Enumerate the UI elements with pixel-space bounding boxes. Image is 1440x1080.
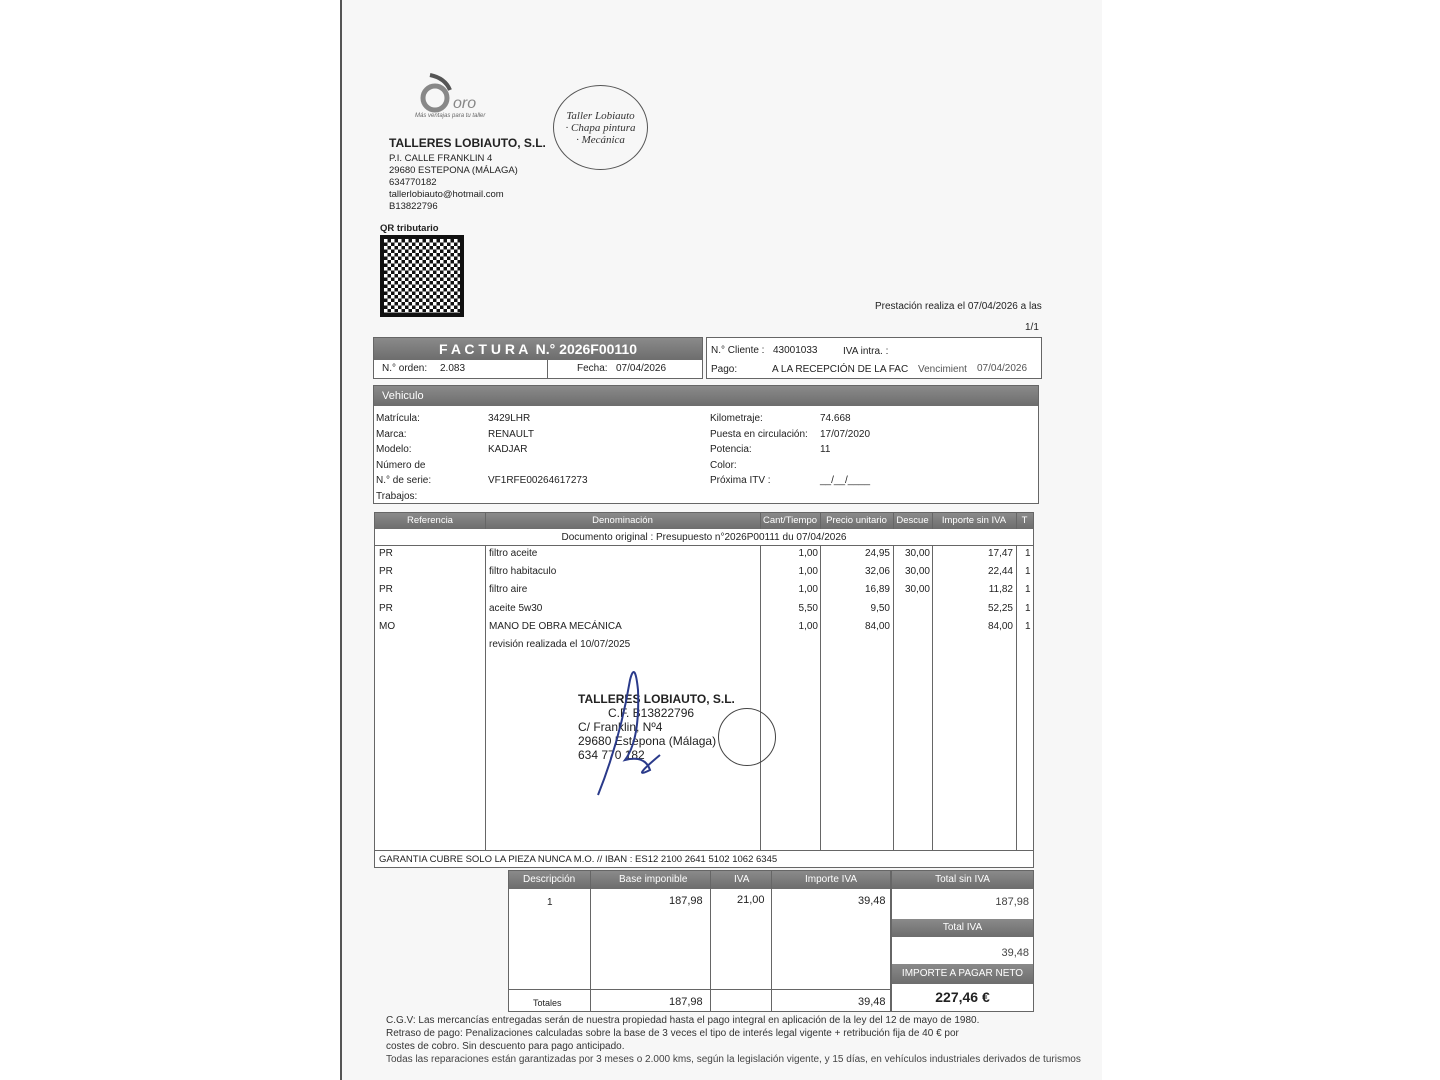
small-stamp-icon xyxy=(718,708,776,766)
fecha-label: Fecha: xyxy=(577,363,608,374)
vat-row-desc: 1 xyxy=(547,897,553,908)
vehicle-label: Modelo: xyxy=(376,444,412,455)
client-box xyxy=(706,337,1042,379)
cell: MANO DE OBRA MECÁNICA xyxy=(489,620,622,632)
vehicle-value: 11 xyxy=(820,444,831,455)
column-header: Descue xyxy=(896,515,929,526)
cell: PR xyxy=(379,602,393,614)
column-header: Importe sin IVA xyxy=(941,515,1007,526)
vehicle-label: Kilometraje: xyxy=(710,413,763,424)
prestacion-text: Prestación realiza el 07/04/2026 a las xyxy=(875,301,1042,312)
table-row xyxy=(375,566,1033,584)
vehicle-label: Potencia: xyxy=(710,444,752,455)
page-number: 1/1 xyxy=(1025,322,1039,333)
vencimiento-label: Vencimient xyxy=(918,364,967,375)
cell: 52,25 xyxy=(987,602,1013,614)
table-row xyxy=(375,639,1033,657)
cell: 1,00 xyxy=(798,548,818,559)
orden-label: N.° orden: xyxy=(382,363,428,374)
qr-label: QR tributario xyxy=(380,223,439,234)
totales-iva: 39,48 xyxy=(858,996,886,1008)
cell: 5,50 xyxy=(798,602,818,614)
cgv-line: costes de cobro. Sin descuento para pago anticipado. xyxy=(386,1041,625,1052)
cliente-label: N.° Cliente : xyxy=(711,345,765,356)
cell: 1,00 xyxy=(798,584,818,596)
totals-summary xyxy=(891,870,1034,1012)
vehicle-label: N.° de serie: xyxy=(376,475,432,486)
vehicle-value: 17/07/2020 xyxy=(820,428,871,440)
invoice-title: F A C T U R A N.° 2026F00110 xyxy=(374,338,702,360)
column-header: Precio unitario xyxy=(826,515,887,526)
totales-label: Totales xyxy=(533,998,562,1008)
cell: 1,00 xyxy=(798,620,818,632)
vehicle-value: RENAULT xyxy=(488,428,534,440)
total-iva: 39,48 xyxy=(1001,947,1029,959)
table-row xyxy=(375,548,1033,566)
cell: 1 xyxy=(1025,620,1031,632)
totales-base: 187,98 xyxy=(669,996,703,1008)
qr-code xyxy=(380,235,464,317)
cell: 9,50 xyxy=(870,602,890,614)
col-descripcion: Descripción xyxy=(523,874,576,885)
vehicle-value: 3429LHR xyxy=(488,413,531,424)
cell: 16,89 xyxy=(864,584,890,596)
cell: 30,00 xyxy=(904,566,930,578)
invoice-header xyxy=(373,337,703,379)
total-iva-label: Total IVA xyxy=(892,919,1033,937)
cgv-terms xyxy=(386,1014,1081,1066)
table-row xyxy=(375,603,1033,621)
vat-row-amount: 39,48 xyxy=(858,895,886,907)
vencimiento-value: 07/04/2026 xyxy=(977,363,1028,374)
vehicle-value: __/__/____ xyxy=(820,475,871,486)
cell: 22,44 xyxy=(987,566,1013,578)
cell: PR xyxy=(379,566,393,578)
vehicle-label: Color: xyxy=(710,459,737,471)
column-header: Denominación xyxy=(592,515,653,526)
total-sin-iva: 187,98 xyxy=(995,896,1029,908)
cell: 1 xyxy=(1025,584,1031,596)
vehicle-section xyxy=(373,385,1039,504)
cell: revisión realizada el 10/07/2025 xyxy=(489,639,631,650)
neto-label: IMPORTE A PAGAR NETO xyxy=(892,964,1033,984)
vehicle-label: Puesta en circulación: xyxy=(710,428,808,440)
cell: 1,00 xyxy=(798,566,818,578)
col-iva: IVA xyxy=(734,874,750,885)
vehicle-label: Marca: xyxy=(376,428,407,440)
cell: 30,00 xyxy=(904,584,930,596)
signature-stamp: TALLERES LOBIAUTO, S.L. C.F. B13822796 C/ Franklin, Nº4 29680 Estepona (Málaga) 634 770 182 xyxy=(578,692,735,762)
column-header: Referencia xyxy=(407,515,453,526)
cell: 17,47 xyxy=(987,548,1013,559)
cliente-value: 43001033 xyxy=(773,345,818,356)
vehicle-title: Vehiculo xyxy=(374,386,1038,406)
cell: 1 xyxy=(1025,548,1031,559)
orden-value: 2.083 xyxy=(440,363,466,374)
vehicle-label: Próxima ITV : xyxy=(710,475,771,486)
cell: 30,00 xyxy=(904,548,930,559)
vehicle-value: 74.668 xyxy=(820,413,851,424)
handwritten-signature xyxy=(590,660,670,800)
column-header: T xyxy=(1021,515,1028,526)
table-row xyxy=(375,584,1033,602)
vehicle-value: VF1RFE00264617273 xyxy=(488,475,588,486)
pago-value: A LA RECEPCIÓN DE LA FAC xyxy=(772,364,909,375)
svg-text:oro: oro xyxy=(453,95,477,112)
cgv-line: Retraso de pago: Penalizaciones calculadas sobre la base de 3 veces el tipo de interés legal vigente + retribución fija de 40 € por xyxy=(386,1028,959,1039)
vat-row-rate: 21,00 xyxy=(737,894,765,906)
cell: 24,95 xyxy=(864,548,890,559)
fecha-value: 07/04/2026 xyxy=(616,363,667,374)
items-table xyxy=(374,512,1034,868)
vehicle-value: KADJAR xyxy=(488,444,528,455)
cell: filtro habitaculo xyxy=(489,566,557,578)
cell: 11,82 xyxy=(988,584,1013,596)
vehicle-label: Matrícula: xyxy=(376,413,420,424)
cell: MO xyxy=(379,620,396,632)
neto-amount: 227,46 € xyxy=(935,989,990,1005)
cell: filtro aire xyxy=(489,584,528,596)
vat-row-base: 187,98 xyxy=(669,895,703,907)
table-row xyxy=(375,621,1033,639)
cell: 84,00 xyxy=(987,620,1013,632)
column-header: Cant/Tiempo xyxy=(762,515,818,526)
vehicle-label: Trabajos: xyxy=(376,490,418,502)
company-details: P.I. CALLE FRANKLIN 4 29680 ESTEPONA (MÁLAGA) 634770182 tallerlobiauto@hotmail.com B13822796 xyxy=(389,153,518,212)
vat-breakdown xyxy=(508,870,891,1012)
cell: PR xyxy=(379,584,393,596)
vehicle-label: Número de xyxy=(376,459,426,471)
logo-tagline: Más ventajas para tu taller xyxy=(415,113,486,119)
garantia-iban: GARANTIA CUBRE SOLO LA PIEZA NUNCA M.O. // IBAN : ES12 2100 2641 5102 1062 6345 xyxy=(374,850,1034,868)
company-name: TALLERES LOBIAUTO, S.L. xyxy=(389,136,546,150)
cell: 32,06 xyxy=(864,566,890,578)
cell: 84,00 xyxy=(864,620,890,632)
cell: filtro aceite xyxy=(489,548,538,559)
total-sin-iva-label: Total sin IVA xyxy=(892,871,1033,889)
col-importe-iva: Importe IVA xyxy=(805,874,858,885)
cgv-line: Todas las reparaciones están garantizadas por 3 meses o 2.000 kms, según la legislación vigente, y 15 días, en vehículos industriales derivados de turismos xyxy=(386,1054,1081,1065)
col-base: Base imponible xyxy=(619,874,688,885)
cell: aceite 5w30 xyxy=(489,602,543,614)
cell: 1 xyxy=(1025,602,1031,614)
origin-document: Documento original : Presupuesto n°2026P00111 du 07/04/2026 xyxy=(375,529,1033,546)
cgv-line: C.G.V: Las mercancías entregadas serán de nuestra propiedad hasta el pago integral en aplicación de la ley del 12 de mayo de 1980. xyxy=(386,1015,980,1026)
iva-intra-label: IVA intra. : xyxy=(843,346,889,357)
cell: 1 xyxy=(1025,566,1031,578)
pago-label: Pago: xyxy=(711,364,738,375)
cell: PR xyxy=(379,548,393,559)
company-stamp: Taller Lobiauto · Chapa pintura · Mecánica xyxy=(553,85,648,170)
